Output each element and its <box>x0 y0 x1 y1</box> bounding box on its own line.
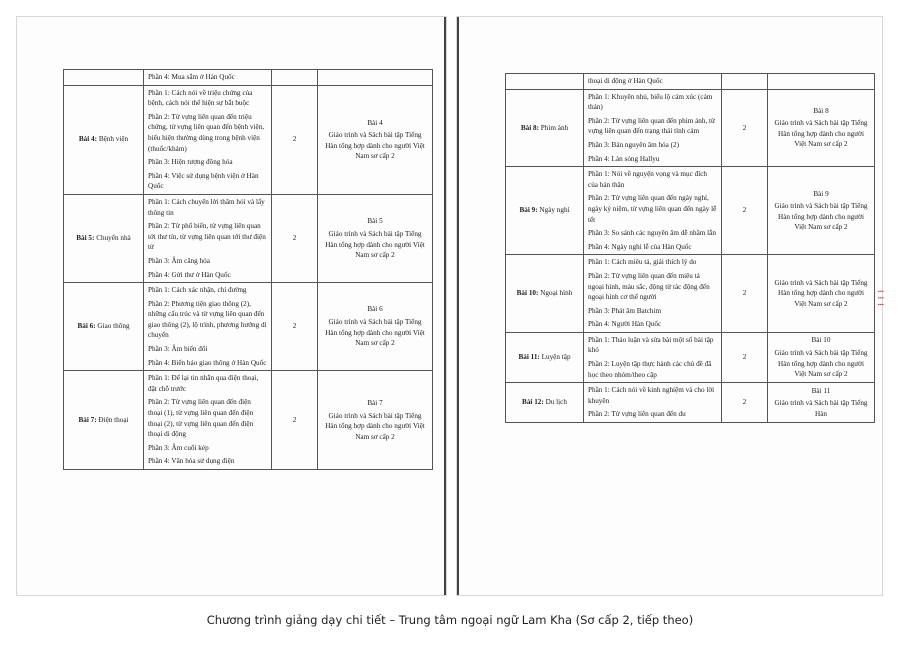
content-part: Phần 1: Để lại tin nhắn qua điện thoại, đặt chỗ trước <box>148 374 259 393</box>
lesson-title: Bệnh viện <box>98 135 129 144</box>
lesson-number: Bài 8: <box>520 123 539 132</box>
lesson-cell <box>506 332 584 382</box>
content-part: Phần 2: Từ vựng liên quan đến điện thoại (1), từ vựng liên quan đến điện thoại (2), từ vựng liên quan đến điện thoại di động <box>148 398 254 439</box>
lesson-title: Luyện tập <box>541 353 571 362</box>
lesson-number: Bài 11: <box>518 353 540 362</box>
content-part: thoại di động ở Hàn Quốc <box>588 77 663 85</box>
content-part: Phần 2: Từ vựng liên quan đến du <box>588 410 686 419</box>
textbook-line: Giáo trình và Sách bài tập Tiếng Hàn tổng hợp dành cho người Việt Nam sơ cấp 2 <box>774 278 868 308</box>
textbook-cell <box>768 332 875 382</box>
content-part: Phần 1: Cách miêu tả, giải thích lý do <box>588 258 697 267</box>
textbook-cell <box>318 283 433 371</box>
lesson-number: Bài 7: <box>78 415 97 424</box>
table-row <box>506 383 875 423</box>
content-part: Phần 3: Âm biến đổi <box>148 345 208 354</box>
textbook-line: Giáo trình và Sách bài tập Tiếng Hàn tổng hợp dành cho người Việt Nam sơ cấp 2 <box>774 202 868 232</box>
table-row <box>64 70 433 86</box>
textbook-cell <box>768 255 875 333</box>
textbook-line: Bài 5 <box>367 217 383 226</box>
content-part: Phần 4: Làn sóng Hallyu <box>588 154 660 163</box>
lesson-cell <box>506 255 584 333</box>
textbook-line: Bài 9 <box>813 189 829 198</box>
content-part: Phần 2: Từ vựng liên quan đến phim ảnh, từ vựng liên quan đến trạng thái tình cảm <box>588 116 715 136</box>
content-part: Phần 3: So sánh các nguyên âm dễ nhầm lẫn <box>588 229 716 238</box>
credits-cell: 2 <box>722 383 768 423</box>
content-part: Phần 3: Bản nguyên âm hóa (2) <box>588 140 680 149</box>
content-part: Phần 4: Biển báo giao thông ở Hàn Quốc <box>148 358 267 367</box>
lesson-title: Ngoại hình <box>540 289 573 298</box>
content-part: Phần 3: Âm căng hóa <box>148 256 210 265</box>
credits-cell: 2 <box>722 255 768 333</box>
content-part: Phần 1: Cách nói về kinh nghiệm và cho lời khuyên <box>588 386 715 405</box>
lesson-cell <box>64 85 144 194</box>
textbook-line: Giáo trình và Sách bài tập Tiếng Hàn <box>774 399 868 418</box>
content-cell <box>584 74 722 90</box>
lesson-cell <box>64 194 144 282</box>
lesson-cell <box>506 167 584 255</box>
table-row <box>64 371 433 470</box>
credits-cell <box>722 74 768 90</box>
textbook-line: Giáo trình và Sách bài tập Tiếng Hàn tổng hợp dành cho người Việt Nam sơ cấp 2 <box>325 411 425 441</box>
lesson-number: Bài 12: <box>522 398 544 407</box>
content-cell <box>584 167 722 255</box>
lesson-title: Du lịch <box>545 398 567 407</box>
content-part: Phần 4: Mua sắm ở Hàn Quốc <box>148 73 235 81</box>
lesson-cell <box>506 89 584 167</box>
table-row <box>64 85 433 194</box>
content-part: Phần 3: Phát âm Batchim <box>588 306 662 315</box>
content-part: Phần 4: Việc sử dụng bệnh viện ở Hàn Quốc <box>148 171 259 191</box>
content-cell <box>144 70 272 86</box>
textbook-cell <box>318 85 433 194</box>
content-cell <box>144 194 272 282</box>
textbook-line: Giáo trình và Sách bài tập Tiếng Hàn tổng hợp dành cho người Việt Nam sơ cấp 2 <box>325 229 425 260</box>
content-part: Phần 1: Cách xác nhận, chỉ đường <box>148 286 247 295</box>
curriculum-table-left <box>63 69 433 470</box>
content-part: Phần 3: Âm cuối kép <box>148 443 209 452</box>
curriculum-table-right <box>505 73 875 423</box>
content-part: Phần 2: Luyện tập thực hành các chủ đề đã học theo nhóm/theo cặp <box>588 360 712 379</box>
textbook-line: Giáo trình và Sách bài tập Tiếng Hàn tổng hợp dành cho người Việt Nam sơ cấp 2 <box>325 318 425 348</box>
credits-cell: 2 <box>722 167 768 255</box>
table-row <box>506 332 875 382</box>
table-row <box>506 74 875 90</box>
content-part: Phần 4: Người Hàn Quốc <box>588 320 662 329</box>
content-part: Phần 2: Từ vựng liên quan đến triệu chứng, từ vựng liên quan đến bệnh viện, biểu hiện thường dùng trong bệnh viện (thuốc/khám) <box>148 112 265 153</box>
content-cell <box>144 283 272 371</box>
content-part: Phần 3: Hiện tượng đồng hóa <box>148 158 233 167</box>
content-cell <box>144 85 272 194</box>
lesson-title: Điện thoại <box>98 415 129 424</box>
textbook-line: Giáo trình và Sách bài tập Tiếng Hàn tổng hợp dành cho người Việt Nam sơ cấp 2 <box>774 119 868 149</box>
textbook-cell <box>768 74 875 90</box>
credits-cell: 2 <box>272 371 318 470</box>
content-cell <box>584 89 722 167</box>
content-part: Phần 2: Phương tiện giao thông (2), những cấu trúc và từ vựng liên quan đến giao thông (2), lộ trình, phương hướng di chuyển <box>148 299 267 340</box>
table-row <box>506 167 875 255</box>
lesson-number: Bài 6: <box>77 322 96 331</box>
credits-cell: 2 <box>272 283 318 371</box>
textbook-cell <box>318 371 433 470</box>
textbook-line: Bài 4 <box>367 118 383 127</box>
content-part: Phần 1: Cách nói về triệu chứng của bệnh, cách nói thể hiện sự bắt buộc <box>148 88 253 108</box>
content-part: Phần 1: Khuyên nhủ, biểu lộ cảm xúc (cảm thán) <box>588 92 713 112</box>
content-part: Phần 2: Từ vựng liên quan đến miêu tả ngoại hình, màu sắc, động từ tác động đến ngoại hình cơ thể người <box>588 271 710 302</box>
content-part: Phần 4: Gửi thư ở Hàn Quốc <box>148 270 231 279</box>
content-part: Phần 2: Từ phổ biến, từ vựng liên quan tới thư tín, từ vựng liên quan tới thư điện tử <box>148 222 266 252</box>
content-cell <box>584 255 722 333</box>
lesson-title: Chuyển nhà <box>96 234 131 243</box>
lesson-title: Phim ảnh <box>540 123 569 132</box>
textbook-line: Bài 10 <box>811 336 831 345</box>
textbook-line: Giáo trình và Sách bài tập Tiếng Hàn tổng hợp dành cho người Việt Nam sơ cấp 2 <box>325 131 425 161</box>
textbook-cell <box>318 70 433 86</box>
content-cell <box>584 332 722 382</box>
lesson-cell <box>64 371 144 470</box>
content-cell <box>584 383 722 423</box>
table-row <box>64 283 433 371</box>
content-part: Phần 1: Thảo luận và sửa bài một số bài tập khó <box>588 335 714 355</box>
credits-cell <box>272 70 318 86</box>
credits-cell: 2 <box>272 85 318 194</box>
content-part: Phần 2: Từ vựng liên quan đến ngày nghỉ, ngày kỷ niệm, từ vựng liên quan đến ngày lễ tết <box>588 194 717 224</box>
lesson-number: Bài 10: <box>516 289 539 298</box>
credits-cell: 2 <box>722 89 768 167</box>
lesson-cell <box>506 74 584 90</box>
document-page-left <box>17 17 446 595</box>
lesson-number: Bài 9: <box>519 206 538 215</box>
lesson-cell <box>64 70 144 86</box>
lesson-number: Bài 4: <box>78 135 98 144</box>
credits-cell: 2 <box>272 194 318 282</box>
document-page-right <box>457 17 882 595</box>
table-row <box>506 89 875 167</box>
lesson-title: Giao thông <box>97 322 130 331</box>
figure-caption: Chương trình giảng dạy chi tiết – Trung tâm ngoại ngữ Lam Kha (Sơ cấp 2, tiếp theo) <box>206 613 694 627</box>
red-seal-stamp-right: ⁝ ⁝ ⁝ <box>876 290 885 307</box>
table-row <box>64 194 433 282</box>
content-part: Phần 4: Ngày nghỉ lễ của Hàn Quốc <box>588 242 692 251</box>
textbook-line: Bài 7 <box>367 398 383 407</box>
content-part: Phần 1: Cách chuyển lời thăm hỏi và lấy thông tin <box>148 197 265 217</box>
textbook-cell <box>768 383 875 423</box>
content-part: Phần 1: Nói về nguyện vọng và mục đích của bản thân <box>588 170 707 189</box>
table-row <box>506 255 875 333</box>
textbook-cell <box>768 89 875 167</box>
lesson-cell <box>64 283 144 371</box>
lesson-cell <box>506 383 584 423</box>
lesson-title: Ngày nghỉ <box>539 206 570 215</box>
credits-cell: 2 <box>722 332 768 382</box>
textbook-cell <box>318 194 433 282</box>
content-part: Phần 4: Văn hóa sử dụng điện <box>148 457 235 466</box>
content-cell <box>144 371 272 470</box>
textbook-line: Giáo trình và Sách bài tập Tiếng Hàn tổng hợp dành cho người Việt Nam sơ cấp 2 <box>774 348 868 379</box>
textbook-cell <box>768 167 875 255</box>
textbook-line: Bài 11 <box>811 386 831 395</box>
textbook-line: Bài 6 <box>367 305 383 314</box>
textbook-line: Bài 8 <box>813 106 829 115</box>
lesson-number: Bài 5: <box>76 234 95 243</box>
